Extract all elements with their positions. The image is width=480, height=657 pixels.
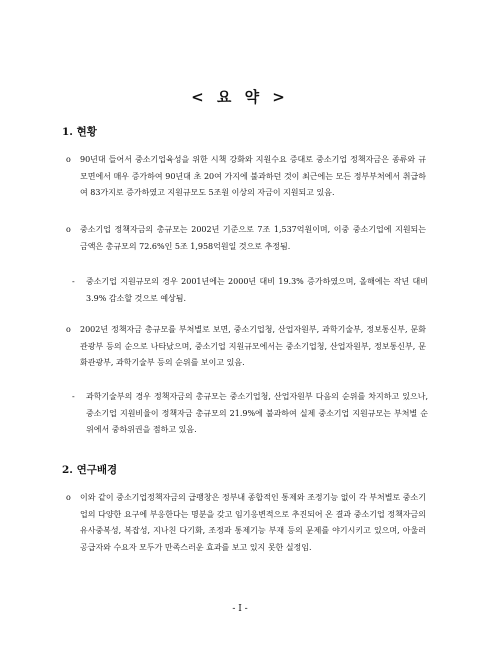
page-number: - I -	[232, 604, 248, 614]
bullet-marker: o	[66, 493, 71, 502]
paragraph-text: 중소기업 지원규모의 경우 2001년에는 2000년 대비 19.3% 증가하였으며, 올해에는 작년 대비 3.9% 감소할 것으로 예상됨.	[86, 277, 428, 303]
dash-marker: -	[72, 277, 75, 286]
section-heading-background: 2. 연구배경	[62, 464, 118, 476]
paragraph-4	[66, 322, 426, 372]
page-title: < 요 약 >	[191, 88, 289, 106]
paragraph-text: 과학기술부의 경우 정책자금의 총규모는 중소기업청, 산업자원부 다음의 순위를 차지하고 있으나, 중소기업 지원비율이 정책자금 총규모의 21.9%에 불과하여 실제 중소기업 지원규모는 부처별 순위에서 중하위권을 점하고 있음.	[86, 392, 428, 434]
bullet-marker: o	[66, 155, 71, 164]
paragraph-2	[66, 222, 426, 255]
paragraph-text: 90년대 들어서 중소기업육성을 위한 시책 강화와 지원수요 증대로 중소기업 정책자금은 종류와 규모면에서 매우 증가하여 90년대 초 20여 가지에 불과하던 것이 최근에는 모든 정부부처에서 취급하여 83가지로 증가하였고 지원규모도 5조원 이상의 자금이 지원되고 있음.	[80, 155, 426, 197]
paragraph-5	[72, 389, 428, 439]
bullet-marker: o	[66, 325, 71, 334]
paragraph-1	[66, 152, 426, 202]
bullet-marker: o	[66, 225, 71, 234]
paragraph-6	[66, 490, 426, 556]
section-heading-status: 1. 현황	[62, 126, 97, 138]
paragraph-text: 2002년 정책자금 총규모를 부처별로 보면, 중소기업청, 산업자원부, 과학기술부, 정보통신부, 문화관광부 등의 순으로 나타났으며, 중소기업 지원규모에서는 중소기업청, 산업자원부, 정보통신부, 문화관광부, 과학기술부 등의 순위를 보이고 있음.	[80, 325, 426, 367]
paragraph-text: 중소기업 정책자금의 총규모는 2002년 기준으로 7조 1,537억원이며, 이중 중소기업에 지원되는 금액은 총규모의 72.6%인 5조 1,958억원일 것으로 추정됨.	[80, 225, 426, 251]
dash-marker: -	[72, 392, 75, 401]
paragraph-3	[72, 274, 428, 307]
paragraph-text: 이와 같이 중소기업정책자금의 급팽창은 정부내 종합적인 통제와 조정기능 없이 각 부처별로 중소기업의 다양한 요구에 부응한다는 명분을 갖고 임기응변적으로 추진되어 온 결과 중소기업 정책자금의 유사중복성, 복잡성, 지나친 다기화, 조정과 통제기능 부재 등의 문제를 야기시키고 있으며, 아울러 공급자와 수요자 모두가 만족스러운 효과를 보고 있지 못한 실정임.	[80, 493, 426, 552]
